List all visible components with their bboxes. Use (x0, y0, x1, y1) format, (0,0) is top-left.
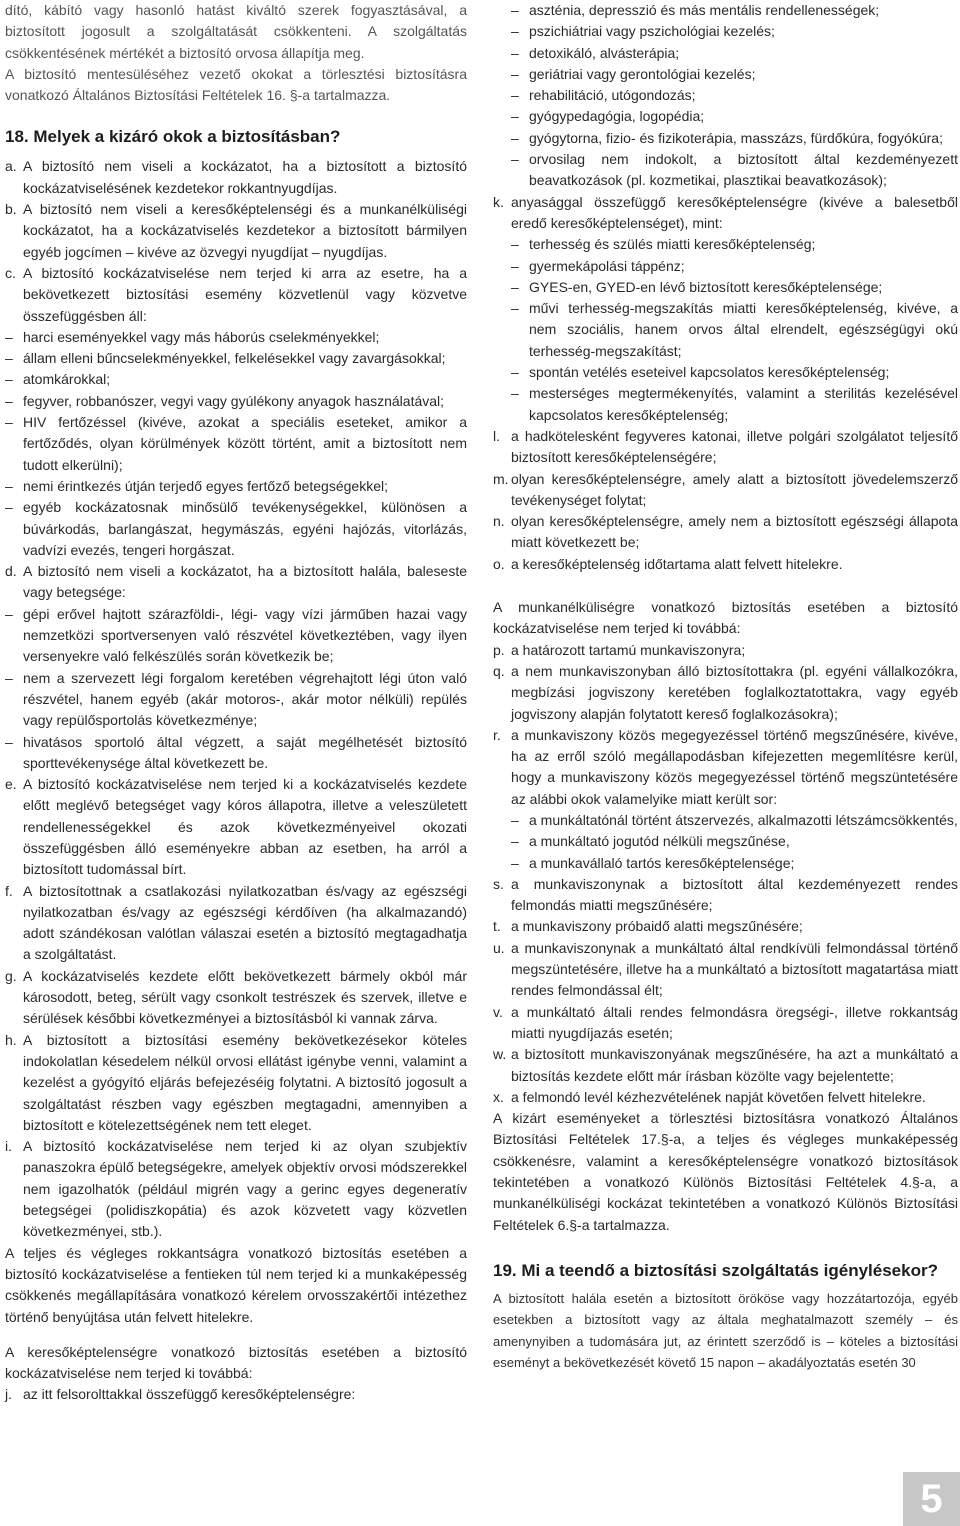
dash-text: egyéb kockázatosnak minősülő tevékenységekkel, különösen a búvárkodás, barlangászat, hegymászás, egyéni hajózás, vitorlázás, vadvízi evezés, tengeri horgászat. (23, 499, 467, 558)
paragraph-claim: A biztosított halála esetén a biztosított örököse vagy hozzátartozója, egyéb esetekben a biztosított vagy az általa meghatalmazott személy – és amenynyiben a tudomására jut, az érintett szerződő is – köteles a biztosítási eseményt a bekövetkezését követő 15 napon – akadályoztatás esetén 30 (493, 1290, 958, 1370)
exclusion-list-pr (493, 640, 958, 810)
item-label: s. (493, 875, 504, 892)
list-item (493, 511, 958, 554)
list-item (493, 725, 958, 810)
item-label: c. (5, 264, 16, 281)
item-label: f. (5, 882, 13, 899)
item-label: u. (493, 939, 505, 956)
dash-text: hivatásos sportoló által végzett, a saját megélhetését biztosító sporttevékenysége által következett be. (23, 733, 467, 771)
item-text: A biztosító kockázatviselése nem terjed ki az olyan szubjektív panaszokra épülő betegségekre, amelyek objektív orvosi módszerekkel nem igazolhatók (például migrén vagy a gerinc egyes degeneratív betegségei (polidiszkopátia) és azok közvetett vagy közvetlen következményei, stb.). (23, 1138, 467, 1240)
list-item (5, 263, 467, 327)
list-item (493, 1044, 958, 1087)
dash-item: – művi terhesség-megszakítás miatti keresőképtelenség, kivéve, a nem szociális, hanem orvos által elrendelt, egészségügyi okú terhesség-megszakítást; (511, 298, 958, 362)
dash-text: orvosilag nem indokolt, a biztosított által kezdeményezett beavatkozások (pl. kozmetikai, plasztikai beavatkozások); (529, 151, 958, 189)
exclusion-list-ei (5, 774, 467, 1243)
item-label: q. (493, 662, 505, 679)
dash-text: geriátriai vagy gerontológiai kezelés; (529, 65, 756, 82)
item-text: A biztosítottnak a csatlakozási nyilatkozatban és/vagy az egészségi nyilatkozatban és/vagy az egészségi kérdőíven (ha alkalmazandó) adott szándékosan valótlan válaszai esetén a biztosító megtagadhatja a szolgáltatást. (23, 882, 467, 963)
item-label: w. (493, 1046, 507, 1063)
list-item (5, 881, 467, 966)
dash-item: – orvosilag nem indokolt, a biztosított által kezdeményezett beavatkozások (pl. kozmetikai, plasztikai beavatkozások); (511, 149, 958, 192)
item-text: A biztosító kockázatviselése nem terjed ki a kockázatviselés kezdete előtt meglévő betegséget vagy kóros állapotra, illetve a veleszületett rendellenességekkel és azok következményeivel okozati összefüggésben álló eseményekre abban az esetben, ha arról a biztosított tudomással bírt. (23, 776, 467, 878)
item-label: i. (5, 1138, 12, 1155)
item-label: p. (493, 641, 505, 658)
list-item (5, 1030, 467, 1136)
item-text: a munkaviszonynak a biztosított által kezdeményezett rendes felmondás miatti megszűnésére; (511, 875, 958, 914)
dash-item: – a munkáltató jogutód nélküli megszűnése, (511, 831, 958, 852)
list-item (493, 469, 958, 512)
c-dash-list (5, 327, 467, 561)
item-text: a keresőképtelenség időtartama alatt felvett hitelekre. (511, 555, 843, 572)
dash-text: mesterséges megtermékenyítés, valamint a sterilitás kezelésével kapcsolatos keresőképtelenség; (529, 385, 958, 423)
paragraph-excluded-events: A kizárt eseményeket a törlesztési biztosításra vonatkozó Általános Biztosítási Feltételek 17.§-a, a teljes és végleges munkaképesség csökkenésre, valamint a keresőképtelenségre vonatkozó biztosítások tekintetében a vonatkozó Különös Biztosítási Feltételek 4.§-a, a munkanélküliségi kockázat tekintetében a vonatkozó Különös Biztosítási Feltételek 6.§-a tartalmazza. (493, 1110, 958, 1233)
dash-text: gyermekápolási táppénz; (529, 257, 685, 274)
dash-text: gyógytorna, fizio- és fizikoterápia, masszázs, fürdőkúra, fogyókúra; (529, 129, 943, 146)
dash-text: a munkavállaló tartós keresőképtelensége; (529, 854, 795, 871)
item-label: r. (493, 726, 501, 743)
list-item (493, 1087, 958, 1108)
list-item-k (493, 192, 958, 235)
item-label: k. (493, 193, 504, 210)
list-item (493, 554, 958, 575)
dash-item: – aszténia, depresszió és más mentális rendellenességek; (511, 0, 958, 21)
dash-text: GYES-en, GYED-en lévő biztosított keresőképtelensége; (529, 278, 883, 295)
dash-item: – gépi erővel hajtott szárazföldi-, légi- vagy vízi járműben hazai vagy nemzetközi sportversenyen való részvétel következtében, vagy ilyen versenyekre való felkészülés során következik be; (5, 604, 467, 668)
section-19-heading: 19. Mi a teendő a biztosítási szolgáltatás igénylésekor? (493, 1260, 938, 1280)
dash-item: – GYES-en, GYED-en lévő biztosított keresőképtelensége; (511, 277, 958, 298)
item-label: b. (5, 201, 17, 218)
right-column (493, 0, 958, 1373)
dash-text: nem a szervezett légi forgalom keretében végrehajtott légi úton való részvétel, hanem egyéb (akár motoros-, akár motor nélküli) repülés vagy repülősportolás következménye; (23, 669, 467, 729)
item-label: l. (493, 427, 500, 444)
dash-item: – harci eseményekkel vagy más háborús cselekményekkel; (5, 327, 467, 348)
dash-item: – gyermekápolási táppénz; (511, 256, 958, 277)
list-item (493, 874, 958, 917)
item-text: a munkaviszony közös megegyezéssel történő megszűnésére, kivéve, ha az erről szóló megállapodásban kifejezetten megemlítésre kerül, hogy a munkaviszony közös megegyezéssel történő megszüntetésére az alábbi okok valamelyike miatt került sor: (511, 726, 958, 807)
item-label: o. (493, 555, 505, 572)
item-text: a nem munkaviszonyban álló biztosítottakra (pl. egyéni vállalkozókra, megbízási jogviszony keretében foglalkoztatottakra, vagy egyéb jogviszony alapján folytatott kereső foglalkozásokra); (511, 662, 958, 722)
dash-item: – detoxikáló, alvásterápia; (511, 43, 958, 64)
k-dash-list (493, 234, 958, 426)
dash-item: – a munkavállaló tartós keresőképtelensége; (511, 853, 958, 874)
dash-item: – egyéb kockázatosnak minősülő tevékenységekkel, különösen a búvárkodás, barlangászat, hegymászás, egyéni hajózás, vitorlázás, vadvízi evezés, tengeri horgászat. (5, 497, 467, 561)
exclusion-list-lo (493, 426, 958, 575)
item-text: olyan keresőképtelenségre, amely alatt a biztosított jövedelemszerző tevékenységet folytat; (511, 470, 958, 508)
dash-item: – atomkárokkal; (5, 369, 467, 390)
item-text: a munkaviszony próbaidő alatti megszűnésére; (511, 918, 803, 935)
dash-text: rehabilitáció, utógondozás; (529, 87, 696, 104)
dash-text: gyógypedagógia, logopédia; (529, 108, 705, 125)
item-label: d. (5, 563, 17, 580)
item-text: A biztosított a biztosítási esemény bekövetkezésekor köteles indokolatlan késedelem nélkül orvosi ellátást igénybe venni, valamint a kezelést a gyógyító eljárás befejezéséig folytatni. A biztosító jogosult a szolgáltatást részben vagy egészben megtagadni, amennyiben a biztosított e kötelezettségének nem tett eleget. (23, 1031, 467, 1133)
left-column (5, 0, 467, 1406)
item-text: A biztosító nem viseli a kockázatot, ha a biztosított halála, baleseste vagy betegsége: (23, 563, 467, 601)
dash-text: nemi érintkezés útján terjedő egyes fertőző betegségekkel; (23, 477, 388, 494)
paragraph-disability: A teljes és végleges rokkantságra vonatkozó biztosítás esetében a biztosító kockázatviselése a fentieken túl nem terjed ki a munkaképesség csökkenés megállapítására vonatkozó kérelem orvosszakértői intézethez történő benyújtása után felvett hitelekre. (5, 1244, 467, 1325)
item-text: a biztosított munkaviszonyának megszűnésére, ha azt a munkáltató a biztosítás kezdete előtt már írásban közölte vagy bejelentette; (511, 1046, 958, 1084)
dash-text: a munkáltatónál történt átszervezés, alkalmazotti létszámcsökkentés, (529, 811, 958, 828)
d-dash-list (5, 604, 467, 774)
dash-text: állam elleni bűncselekményekkel, felkelésekkel vagy zavargásokkal; (23, 350, 446, 367)
item-label: x. (493, 1088, 504, 1105)
list-item (493, 1002, 958, 1045)
dash-text: fegyver, robbanószer, vegyi vagy gyúlékony anyagok használatával; (23, 392, 445, 409)
exclusion-list-abc (5, 156, 467, 326)
dash-text: aszténia, depresszió és más mentális rendellenességek; (529, 2, 880, 18)
dash-item: – gyógypedagógia, logopédia; (511, 106, 958, 127)
item-label: m. (493, 470, 509, 487)
dash-text: HIV fertőzéssel (kivéve, azokat a speciális eseteket, amikor a fertőződés, olyan körülmények között történt, amit a biztosított nem tudott elkerülni); (23, 414, 467, 473)
item-label: g. (5, 967, 17, 984)
dash-item: – rehabilitáció, utógondozás; (511, 85, 958, 106)
dash-item: – fegyver, robbanószer, vegyi vagy gyúlékony anyagok használatával; (5, 391, 467, 412)
item-label: e. (5, 776, 17, 793)
item-text: a határozott tartamú munkaviszonyra; (511, 641, 746, 658)
list-item (493, 426, 958, 469)
dash-item: – pszichiátriai vagy pszichológiai kezelés; (511, 21, 958, 42)
dash-text: gépi erővel hajtott szárazföldi-, légi- vagy vízi járműben hazai vagy nemzetközi sportversenyen való részvétel következtében, vagy ilyen versenyekre való felkészülés során következik be; (23, 605, 467, 665)
list-item (493, 938, 958, 1002)
item-label: a. (5, 158, 17, 175)
dash-item: – geriátriai vagy gerontológiai kezelés; (511, 64, 958, 85)
paragraph-unemployment-intro: A munkanélküliségre vonatkozó biztosítás esetében a biztosító kockázatviselése nem terjed ki továbbá: (493, 599, 958, 637)
list-item (5, 1136, 467, 1242)
item-label: v. (493, 1003, 503, 1020)
page-number: 5 (903, 1472, 960, 1526)
dash-item: – hivatásos sportoló által végzett, a saját megélhetését biztosító sporttevékenysége által következett be. (5, 732, 467, 775)
intro-paragraph-2: A biztosító mentesüléséhez vezető okokat a törlesztési biztosításra vonatkozó Általános Biztosítási Feltételek 16. §-a tartalmazza. (5, 65, 467, 104)
list-item (5, 199, 467, 263)
dash-item: – terhesség és szülés miatti keresőképtelenség; (511, 234, 958, 255)
dash-item: – nem a szervezett légi forgalom keretében végrehajtott légi úton való részvétel, hanem egyéb (akár motoros-, akár motor nélküli) repülés vagy repülősportolás következménye; (5, 668, 467, 732)
item-text: az itt felsorolttakkal összefüggő keresőképtelenségre: (23, 1386, 356, 1403)
list-item (5, 156, 467, 199)
item-text: A biztosító kockázatviselése nem terjed ki arra az esetre, ha a bekövetkezett biztosítási esemény közvetlenül vagy közvetve összefüggésben áll: (23, 264, 467, 324)
item-label: t. (493, 918, 501, 935)
dash-item: – mesterséges megtermékenyítés, valamint a sterilitás kezelésével kapcsolatos keresőképtelenség; (511, 383, 958, 426)
dash-text: spontán vetélés eseteivel kapcsolatos keresőképtelenség; (529, 364, 890, 381)
dash-text: pszichiátriai vagy pszichológiai kezelés; (529, 23, 775, 40)
item-text: A biztosító nem viseli a kockázatot, ha a biztosított a biztosító kockázatviselésének kezdetekor rokkantnyugdíjas. (23, 158, 467, 196)
list-item (493, 661, 958, 725)
dash-item: – nemi érintkezés útján terjedő egyes fertőző betegségekkel; (5, 476, 467, 497)
dash-item: – gyógytorna, fizio- és fizikoterápia, masszázs, fürdőkúra, fogyókúra; (511, 128, 958, 149)
list-item (493, 916, 958, 937)
item-text: A biztosító nem viseli a keresőképtelenségi és a munkanélküliségi kockázatot, ha a kockázatviselés kezdetekor a biztosított bármilyen egyéb jogcímen – kivéve az özvegyi nyugdíjat – nyugdíjas. (23, 201, 467, 260)
dash-text: terhesség és szülés miatti keresőképtelenség; (529, 236, 816, 253)
item-text: a munkáltató általi rendes felmondásra öregségi-, illetve rokkantság miatti nyugdíjazás esetén; (511, 1003, 958, 1041)
list-item (5, 774, 467, 880)
item-text: olyan keresőképtelenségre, amely nem a biztosított egészségi állapota miatt következett be; (511, 513, 958, 551)
item-text: a felmondó levél kézhezvételének napját követően felvett hitelekre. (511, 1088, 926, 1105)
item-label: n. (493, 513, 505, 530)
dash-text: művi terhesség-megszakítás miatti keresőképtelenség, kivéve, a nem szociális, hanem orvos által elrendelt, egészségügyi okú terhesség-megszakítást; (529, 300, 958, 359)
paragraph-sickness-intro: A keresőképtelenségre vonatkozó biztosítás esetében a biztosító kockázatviselése nem terjed ki továbbá: (5, 1343, 467, 1382)
section-18-heading: 18. Melyek a kizáró okok a biztosításban? (5, 127, 341, 147)
list-item (5, 966, 467, 1030)
list-item-d (5, 561, 467, 604)
j-dash-list (493, 0, 958, 192)
item-label: j. (5, 1386, 12, 1403)
item-text: a hadkötelesként fegyveres katonai, illetve polgári szolgálatot teljesítő biztosított keresőképtelenségére; (511, 427, 958, 466)
r-dash-list (493, 810, 958, 874)
exclusion-list-sx (493, 874, 958, 1108)
item-label: h. (5, 1031, 17, 1048)
item-text: anyasággal összefüggő keresőképtelenségre (kivéve a balesetből eredő keresőképtelenséget), mint: (511, 193, 958, 231)
list-item-j (5, 1384, 467, 1405)
item-text: a munkaviszonynak a munkáltató által rendkívüli felmondással történő megszüntetésére, illetve ha a munkáltató a biztosított magatartása miatt rendes felmondással élt; (511, 939, 958, 999)
item-text: A kockázatviselés kezdete előtt bekövetkezett bármely okból már károsodott, beteg, sérült vagy csonkolt testrészek és szervek, illetve e sérülések későbbi következményei a biztosításból ki vannak zárva. (23, 967, 467, 1027)
dash-text: harci eseményekkel vagy más háborús cselekményekkel; (23, 328, 380, 345)
dash-text: detoxikáló, alvásterápia; (529, 44, 680, 61)
dash-item: – állam elleni bűncselekményekkel, felkelésekkel vagy zavargásokkal; (5, 348, 467, 369)
dash-item: – spontán vetélés eseteivel kapcsolatos keresőképtelenség; (511, 362, 958, 383)
dash-item: – a munkáltatónál történt átszervezés, alkalmazotti létszámcsökkentés, (511, 810, 958, 831)
intro-paragraph-1: dító, kábító vagy hasonló hatást kiváltó szerek fogyasztásával, a biztosított jogosult a szolgáltatását csökkenteni. A szolgáltatás csökkentésének mértékét a biztosító orvosa állapítja meg. (5, 2, 467, 61)
dash-text: atomkárokkal; (23, 371, 111, 388)
dash-item: – HIV fertőzéssel (kivéve, azokat a speciális eseteket, amikor a fertőződés, olyan körülmények között történt, amit a biztosított nem tudott elkerülni); (5, 412, 467, 476)
dash-text: a munkáltató jogutód nélküli megszűnése, (529, 833, 790, 850)
list-item (493, 640, 958, 661)
